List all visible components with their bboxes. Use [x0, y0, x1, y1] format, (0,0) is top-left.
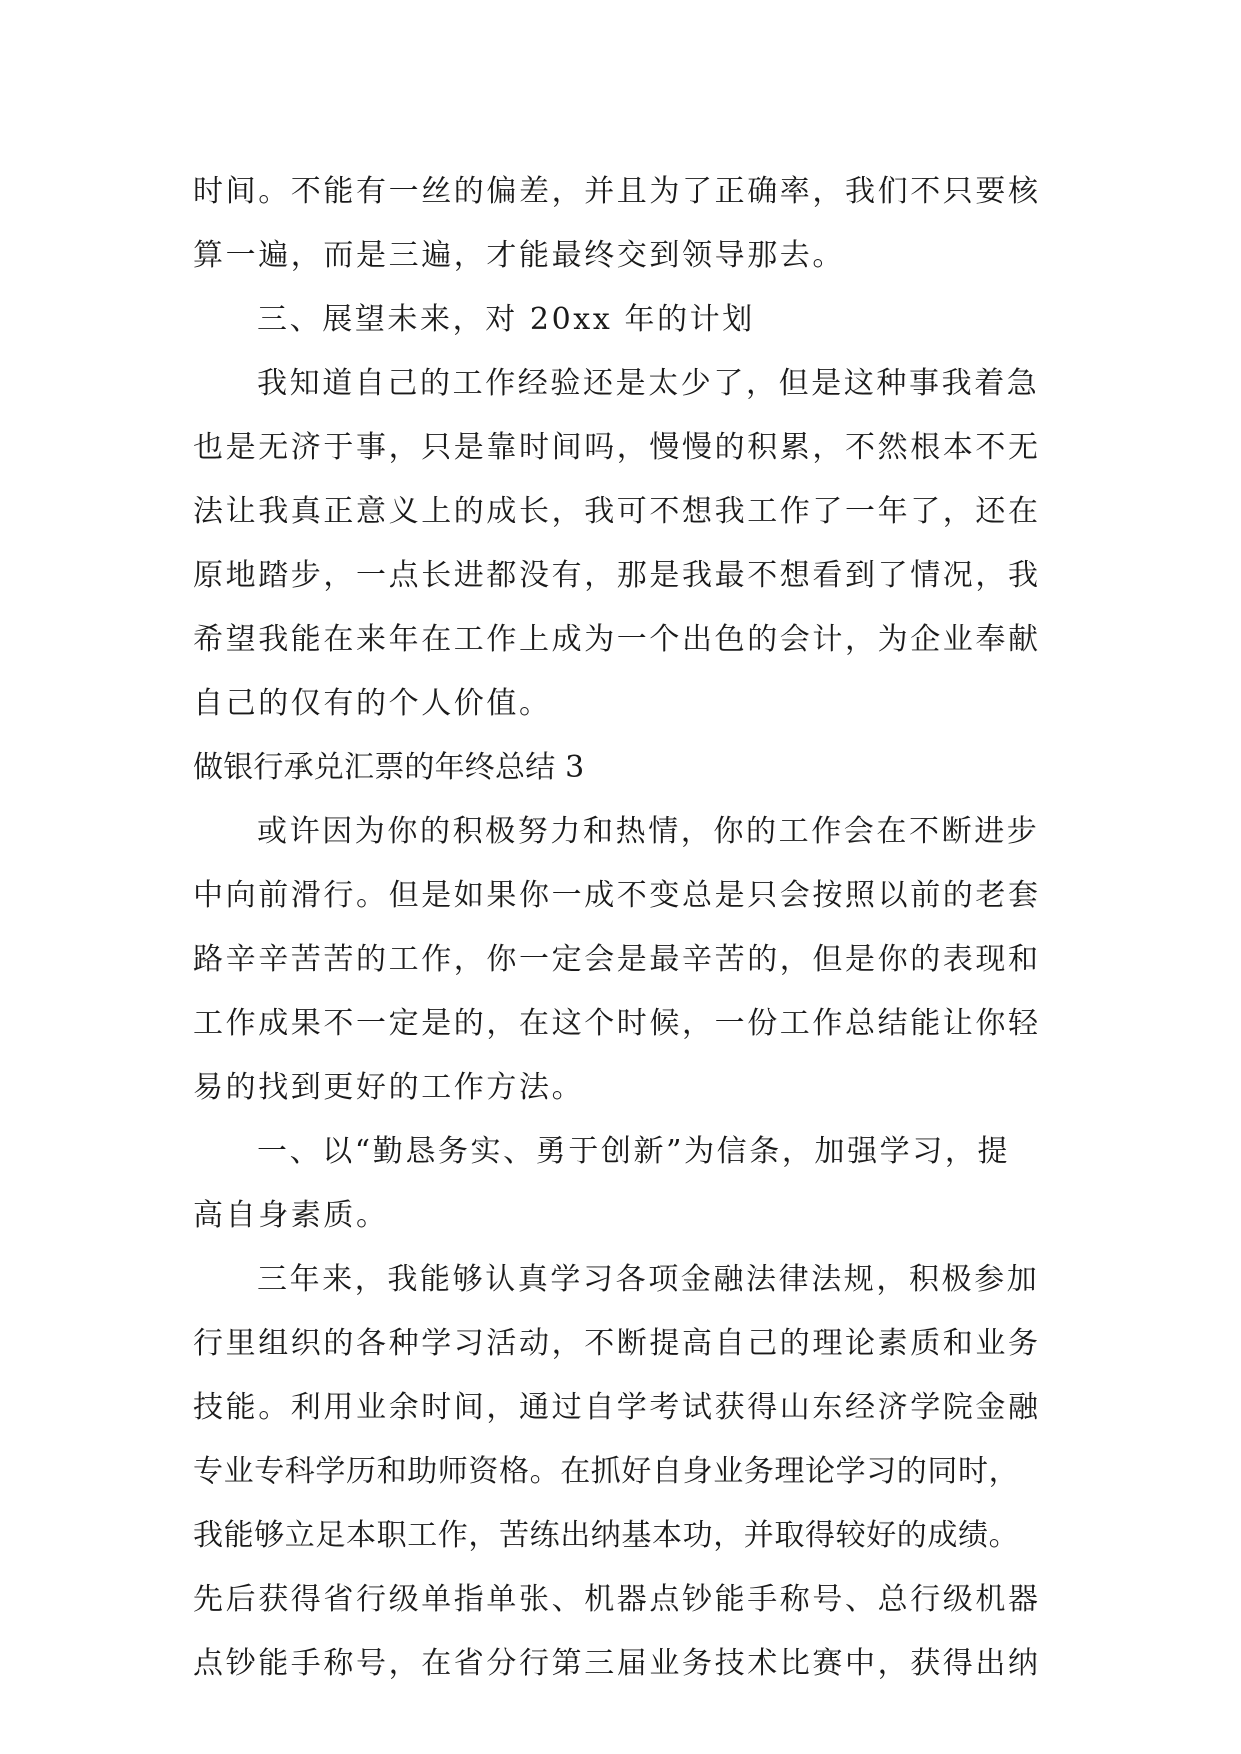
text-line: 自己的仅有的个人价值。: [193, 686, 552, 721]
text-line: 算一遍，而是三遍，才能最终交到领导那去。: [193, 238, 845, 273]
text-line: 我能够立足本职工作，苦练出纳基本功，并取得较好的成绩。: [193, 1518, 1020, 1553]
text-line: 点钞能手称号，在省分行第三届业务技术比赛中，获得出纳: [193, 1646, 1041, 1681]
document-title: 做银行承兑汇票的年终总结 3: [193, 750, 585, 785]
text-line: 路辛辛苦苦的工作，你一定会是最辛苦的，但是你的表现和: [193, 942, 1041, 977]
section-heading: 一、以“勤恳务实、勇于创新”为信条，加强学习，提: [257, 1134, 1011, 1169]
section-heading: 三、展望未来，对 20xx 年的计划: [257, 302, 755, 337]
text-line: 法让我真正意义上的成长，我可不想我工作了一年了，还在: [193, 494, 1041, 529]
text-line: 行里组织的各种学习活动，不断提高自己的理论素质和业务: [193, 1326, 1041, 1361]
paragraph-start: 三年来，我能够认真学习各项金融法律法规，积极参加: [257, 1262, 1040, 1297]
paragraph-start: 我知道自己的工作经验还是太少了，但是这种事我着急: [257, 366, 1040, 401]
text-line: 时间。不能有一丝的偏差，并且为了正确率，我们不只要核: [193, 174, 1041, 209]
text-line: 先后获得省行级单指单张、机器点钞能手称号、总行级机器: [193, 1582, 1041, 1617]
text-line: 高自身素质。: [193, 1198, 389, 1233]
paragraph-start: 或许因为你的积极努力和热情，你的工作会在不断进步: [257, 814, 1040, 849]
text-line: 易的找到更好的工作方法。: [193, 1070, 585, 1105]
text-line: 中向前滑行。但是如果你一成不变总是只会按照以前的老套: [193, 878, 1041, 913]
text-line: 也是无济于事，只是靠时间吗，慢慢的积累，不然根本不无: [193, 430, 1041, 465]
text-line: 原地踏步，一点长进都没有，那是我最不想看到了情况，我: [193, 558, 1041, 593]
document-body: [193, 160, 1055, 1696]
text-line: 技能。利用业余时间，通过自学考试获得山东经济学院金融: [193, 1390, 1041, 1425]
text-line: 专业专科学历和助师资格。在抓好自身业务理论学习的同时，: [193, 1454, 1020, 1489]
text-line: 希望我能在来年在工作上成为一个出色的会计，为企业奉献: [193, 622, 1041, 657]
text-line: 工作成果不一定是的，在这个时候，一份工作总结能让你轻: [193, 1006, 1041, 1041]
